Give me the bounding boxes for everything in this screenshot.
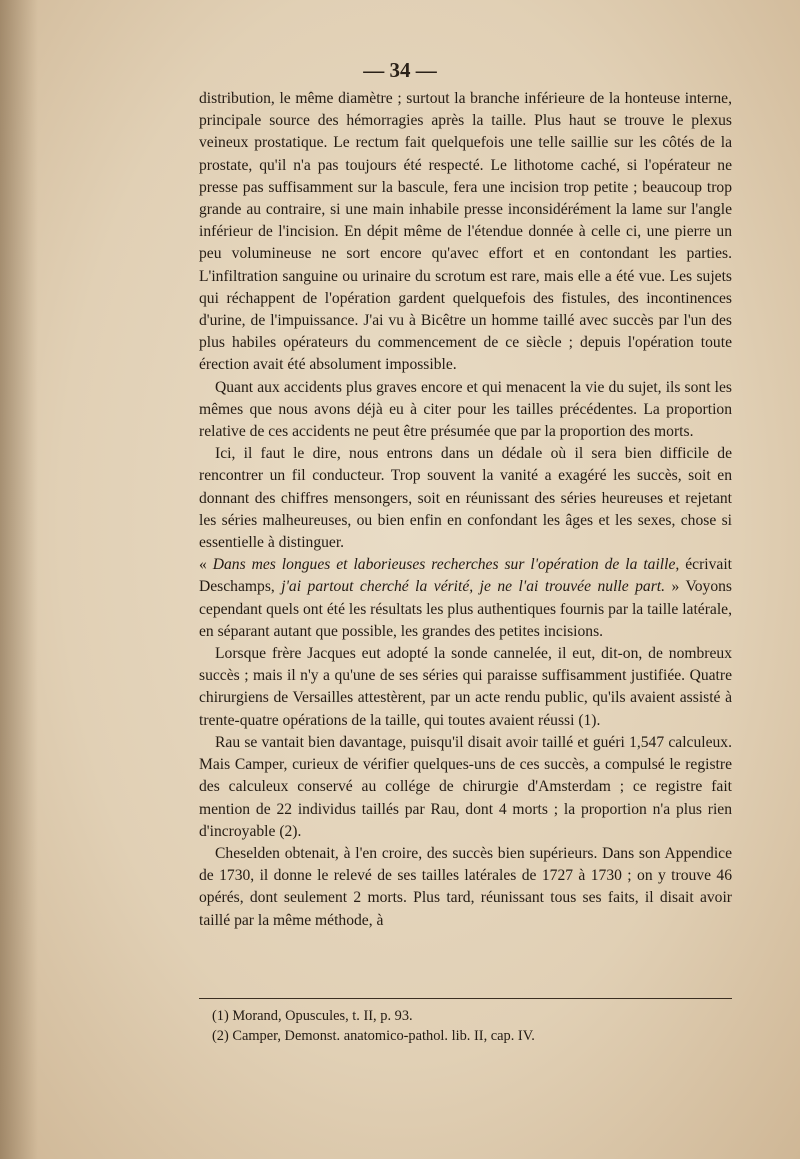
footnote-divider — [199, 998, 732, 999]
spine-shadow — [0, 0, 38, 1159]
paragraph-2: Quant aux accidents plus graves encore et qui menacent la vie du sujet, ils sont les mêmes que nous avons déjà eu à citer pour les tailles précédentes. La proportion relative de ces accidents ne peut être présumée que par la proportion des morts. — [199, 378, 732, 441]
paragraph-5: Rau se vantait bien davantage, puisqu'il disait avoir taillé et guéri 1,547 calculeux. Mais Camper, curieux de vérifier quelques-uns de ces succès, a compulsé le registre des calculeux conservé au collége de chirurgie d'Amsterdam ; ce registre fait mention de 22 individus taillés par Rau, dont 4 morts ; la proportion n'a plus rien d'incroyable (2). — [199, 733, 732, 840]
footnote-2: (2) Camper, Demonst. anatomico-pathol. lib. II, cap. IV. — [212, 1028, 535, 1044]
footnote-1: (1) Morand, Opuscules, t. II, p. 93. — [212, 1008, 413, 1024]
paragraph-3: Ici, il faut le dire, nous entrons dans un dédale où il sera bien difficile de rencontrer un fil conducteur. Trop souvent la vanité a exagéré les succès, soit en donnant des chiffres mensongers, soit en réunissant des séries heureuses et rejetant les séries malheureuses, ou bien enfin en confondant les âges et les sexes, chose si essentielle à distinguer. — [199, 445, 732, 552]
quote-open: « — [199, 556, 213, 574]
paragraph-1: distribution, le même diamètre ; surtout la branche inférieure de la honteuse interne, principale source des hémorragies après la taille. Plus haut se trouve le plexus veineux prostatique. Le rectum fait quelquefois une telle saillie sur les côtés de la prostate, qu'il n'a pas toujours été respecté. Le lithotome caché, si l'opérateur ne presse pas suffisamment sur la bascule, fera une incision trop petite ; beaucoup trop grande au contraire, si une main inhabile presse inconsidérément la lame sur l'angle inférieur de l'incision. En dépit même de l'étendue donnée à celle ci, une pierre un peu volumineuse ne sort encore qu'avec effort et en contondant les parties. L'infiltration sanguine ou urinaire du scrotum est rare, mais elle a été vue. Les sujets qui réchappent de l'opération gardent quelquefois des fistules, des incontinences d'urine, de l'impuissance. J'ai vu à Bicêtre un homme taillé avec succès par l'un des plus habiles opérateurs du commencement de ce siècle ; depuis l'opération toute érection avait été absolument impossible. — [199, 90, 732, 374]
body-text — [199, 88, 732, 932]
quote-text-2: j'ai partout cherché la vérité, je ne l'ai trouvée nulle part. — [281, 578, 666, 596]
quote-text: Dans mes longues et laborieuses recherches sur l'opération de la taille, — [212, 556, 680, 574]
quote-attribution: écrivait Deschamps, — [199, 556, 732, 596]
quote-close: » Voyons cependant quels ont été les résultats les plus authentiques fournis par la taille latérale, en séparant autant que possible, les grandes des petites incisions. — [199, 578, 732, 640]
paragraph-6: Cheselden obtenait, à l'en croire, des succès bien supérieurs. Dans son Appendice de 1730, il donne le relevé de ses tailles latérales de 1727 à 1730 ; on y trouve 46 opérés, dont seulement 2 morts. Plus tard, réunissant tous ses faits, il disait avoir taillé par la même méthode, à — [199, 844, 732, 929]
page-number: — 34 — — [0, 58, 800, 83]
footnotes — [212, 1006, 732, 1046]
quote-paragraph — [199, 554, 732, 643]
paragraph-4: Lorsque frère Jacques eut adopté la sonde cannelée, il eut, dit-on, de nombreux succès ; mais il n'y a qu'une de ses séries qui paraisse suffisamment justifiée. Quatre chirurgiens de Versailles attestèrent, par un acte rendu public, qu'ils avaient assisté à trente-quatre opérations de la taille, qui toutes avaient réussi (1). — [199, 645, 732, 729]
